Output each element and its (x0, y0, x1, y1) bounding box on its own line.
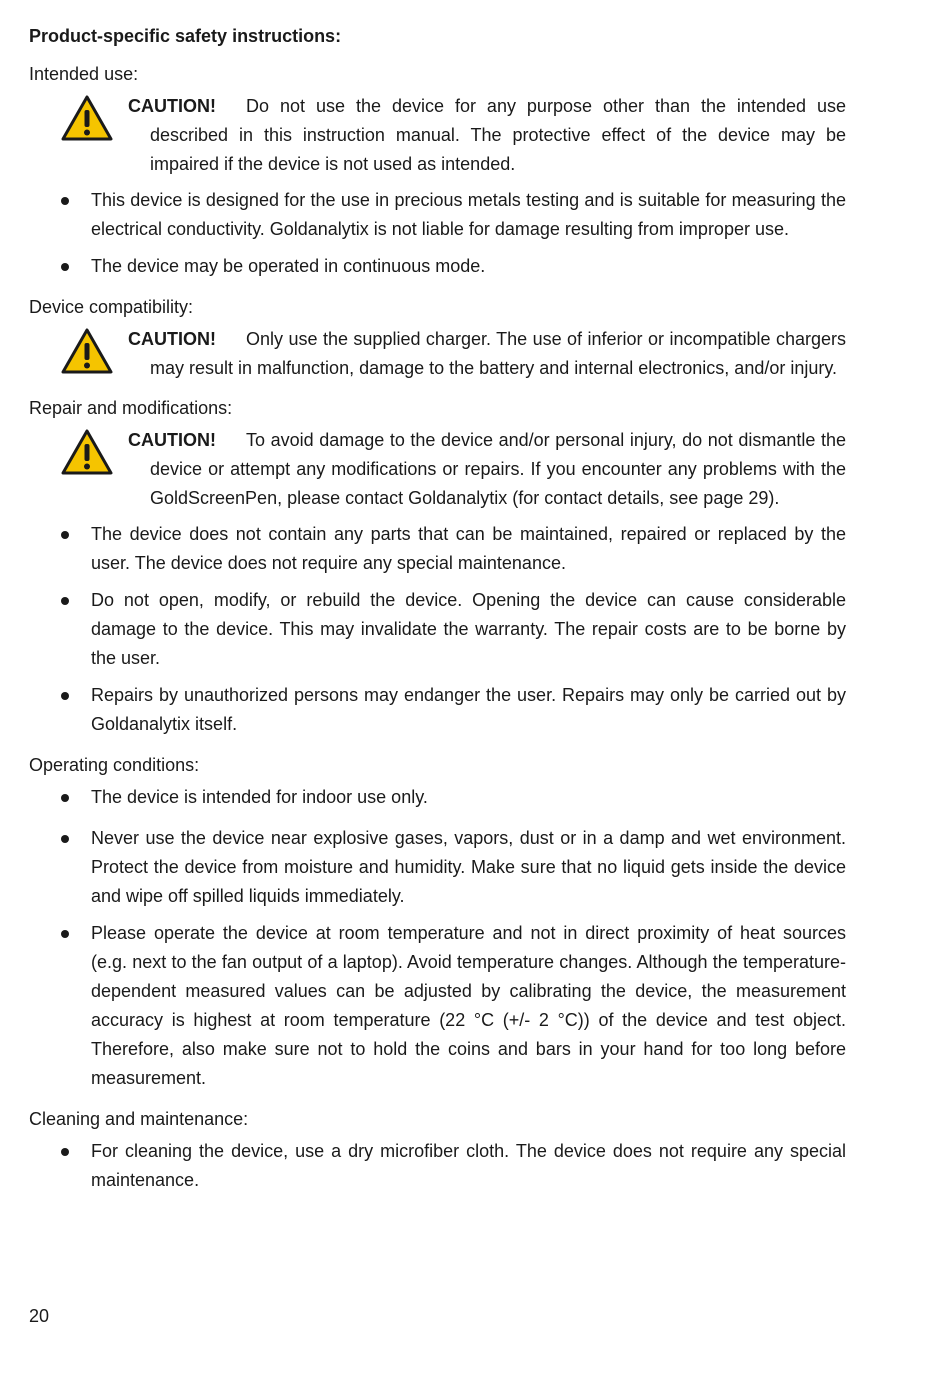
warning-triangle-icon (60, 94, 114, 142)
list-item: Do not open, modify, or rebuild the device. Opening the device can cause considerable damage to the device. This may invalidate the warranty. The repair costs are to be borne by the user. (29, 586, 846, 673)
bullet-list-cleaning (29, 1137, 846, 1195)
bullet-icon (61, 531, 69, 539)
warning-triangle-icon (60, 327, 114, 375)
caution-label: CAUTION! (128, 329, 216, 349)
bullet-icon (61, 930, 69, 938)
document-page (29, 20, 846, 1203)
bullet-icon (61, 597, 69, 605)
caution-block-compatibility (29, 325, 846, 383)
caution-label: CAUTION! (128, 96, 216, 116)
bullet-icon (61, 263, 69, 271)
caution-text: Only use the supplied charger. The use of inferior or incompatible chargers may result in malfunction, damage to the battery and internal electronics, and/or injury. (150, 329, 846, 378)
list-item: Repairs by unauthorized persons may endanger the user. Repairs may only be carried out by Goldanalytix itself. (29, 681, 846, 739)
bullet-icon (61, 835, 69, 843)
warning-triangle-icon (60, 428, 114, 476)
section-title-repair: Repair and modifications: (29, 398, 233, 418)
list-item: For cleaning the device, use a dry microfiber cloth. The device does not require any special maintenance. (29, 1137, 846, 1195)
list-item: Never use the device near explosive gases, vapors, dust or in a damp and wet environment. Protect the device from moisture and humidity. Make sure that no liquid gets inside the device and wipe off spilled liquids immediately. (29, 824, 846, 911)
section-title-operating: Operating conditions: (29, 755, 200, 775)
bullet-list-repair (29, 520, 846, 739)
section-title-cleaning: Cleaning and maintenance: (29, 1109, 249, 1129)
list-item: The device does not contain any parts that can be maintained, repaired or replaced by the user. The device does not require any special maintenance. (29, 520, 846, 578)
caution-block-repair (29, 426, 846, 513)
bullet-icon (61, 197, 69, 205)
list-item: The device may be operated in continuous mode. (29, 252, 846, 281)
page-number: 20 (29, 1306, 50, 1326)
bullet-list-intended-use (29, 186, 846, 281)
page-heading: Product-specific safety instructions: (29, 26, 342, 46)
section-title-compatibility: Device compatibility: (29, 297, 194, 317)
bullet-icon (61, 1148, 69, 1156)
caution-label: CAUTION! (128, 430, 216, 450)
caution-block-intended-use (29, 92, 846, 179)
bullet-icon (61, 794, 69, 802)
bullet-icon (61, 692, 69, 700)
list-item: This device is designed for the use in precious metals testing and is suitable for measuring the electrical conductivity. Goldanalytix is not liable for damage resulting from improper use. (29, 186, 846, 244)
list-item: Please operate the device at room temperature and not in direct proximity of heat sources (e.g. next to the fan output of a laptop). Avoid temperature changes. Although the temperature-dependent measured values can be adjusted by calibrating the device, the measurement accuracy is highest at room temperature (22 °C (+/- 2 °C)) of the device and test object. Therefore, also make sure not to hold the coins and bars in your hand for too long before measurement. (29, 919, 846, 1093)
section-title-intended-use: Intended use: (29, 64, 139, 84)
list-item: The device is intended for indoor use only. (29, 783, 846, 812)
caution-text: To avoid damage to the device and/or personal injury, do not dismantle the device or attempt any modifications or repairs. If you encounter any problems with the GoldScreenPen, please contact Goldanalytix (for contact details, see page 29). (150, 430, 846, 508)
bullet-list-operating (29, 783, 846, 1093)
caution-text: Do not use the device for any purpose other than the intended use described in this instruction manual. The protective effect of the device may be impaired if the device is not used as intended. (150, 96, 846, 174)
